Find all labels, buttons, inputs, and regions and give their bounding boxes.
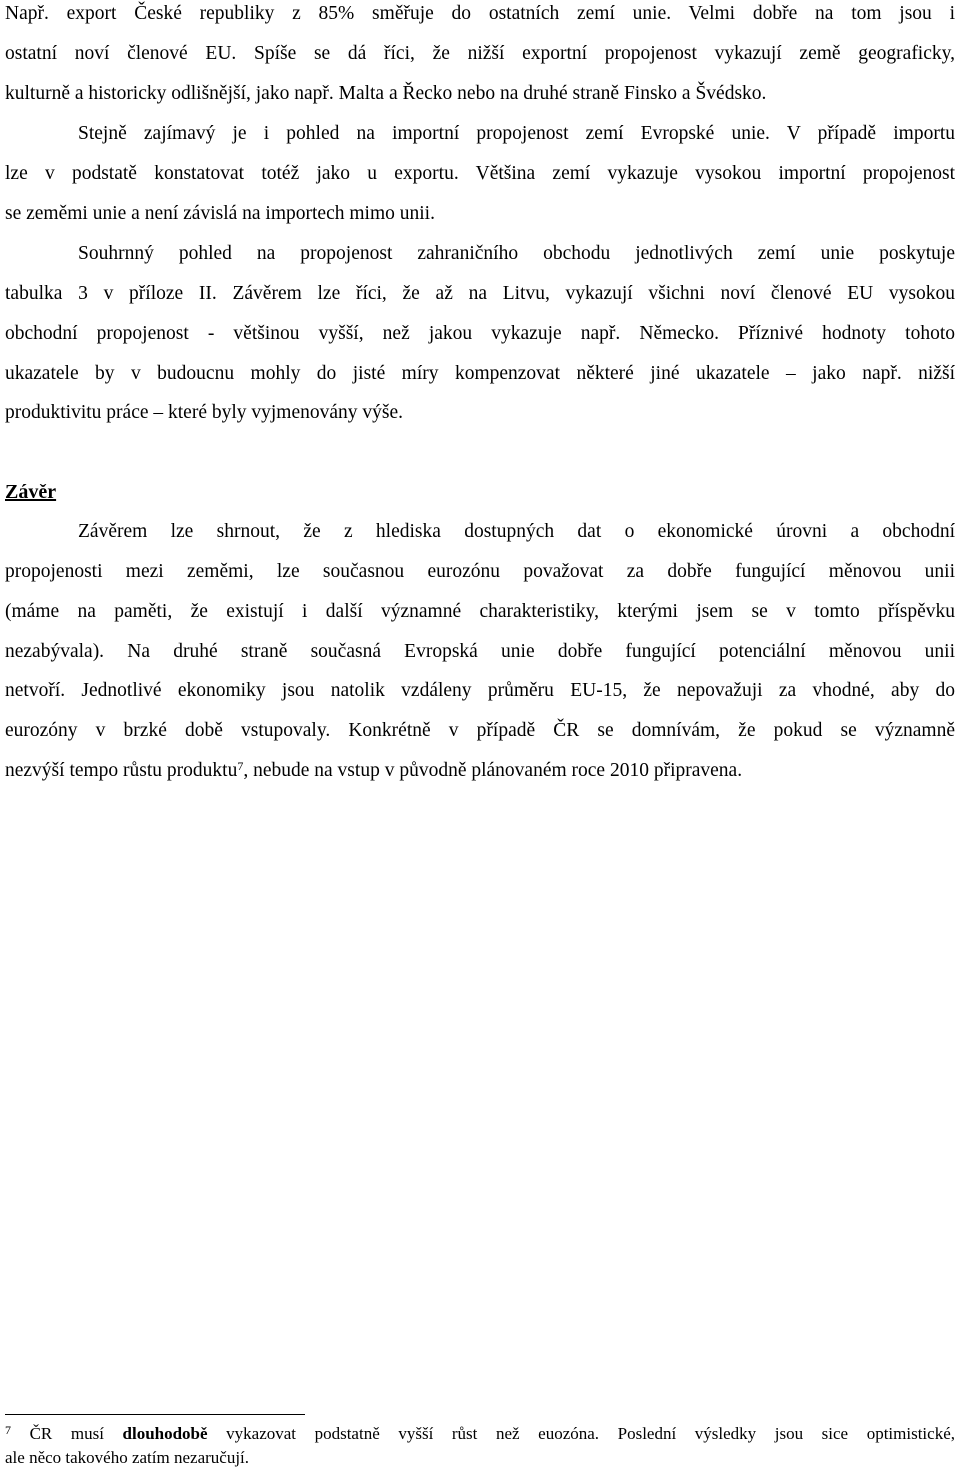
paragraph-2-line-3: se zeměmi unie a není závislá na importech mimo unii. bbox=[5, 203, 435, 224]
paragraph-2-line-2: lze v podstatě konstatovat totéž jako u exportu. Většina zemí vykazuje vysokou importní propojenost bbox=[5, 163, 955, 184]
paragraph-1-line-2: ostatní noví členové EU. Spíše se dá říci, že nižší exportní propojenost vykazují země geograficky, bbox=[5, 43, 955, 64]
footnote-text-start: ČR musí bbox=[11, 1424, 123, 1443]
footnote-number: 7 bbox=[5, 1423, 11, 1437]
footnote-bold-word: dlouhodobě bbox=[122, 1424, 208, 1443]
paragraph-4-line-1: Závěrem lze shrnout, že z hlediska dostupných dat o ekonomické úrovni a obchodní bbox=[78, 521, 955, 542]
paragraph-3-line-2: tabulka 3 v příloze II. Závěrem lze říci, že až na Litvu, vykazují všichni noví členové EU vysokou bbox=[5, 283, 955, 304]
paragraph-2-line-1: Stejně zajímavý je i pohled na importní propojenost zemí Evropské unie. V případě importu bbox=[78, 123, 955, 144]
paragraph-4-line-7-start: nezvýší tempo růstu produktu bbox=[5, 760, 238, 781]
section-heading-zaver: Závěr bbox=[5, 481, 57, 503]
paragraph-4-line-7-end: , nebude na vstup v původně plánovaném roce 2010 připravena. bbox=[243, 760, 743, 781]
paragraph-3-line-5: produktivitu práce – které byly vyjmenovány výše. bbox=[5, 402, 404, 423]
paragraph-3-line-1: Souhrnný pohled na propojenost zahraničního obchodu jednotlivých zemí unie poskytuje bbox=[78, 243, 955, 264]
paragraph-4-line-6: eurozóny v brzké době vstupovaly. Konkrétně v případě ČR se domnívám, že pokud se významně bbox=[5, 720, 955, 741]
paragraph-4-line-4: nezabývala). Na druhé straně současná Evropská unie dobře fungující potenciální měnovou unii bbox=[5, 641, 955, 662]
footnote-text-end: vykazovat podstatně vyšší růst než euozóna. Poslední výsledky jsou sice optimistické, bbox=[207, 1424, 955, 1443]
footnote-reference[interactable]: 7 bbox=[237, 759, 244, 773]
footnote-separator bbox=[5, 1414, 305, 1415]
footnote-line-2: ale něco takového zatím nezaručují. bbox=[5, 1448, 250, 1467]
paragraph-4-line-3: (máme na paměti, že existují i další významné charakteristiky, kterými jsem se v tomto příspěvku bbox=[5, 601, 955, 622]
paragraph-4-line-7 bbox=[5, 759, 955, 783]
paragraph-4-line-2: propojenosti mezi zeměmi, lze současnou eurozónu považovat za dobře fungující měnovou unii bbox=[5, 561, 955, 582]
footnote-line-1 bbox=[5, 1423, 955, 1445]
paragraph-3-line-4: ukazatele by v budoucnu mohly do jisté míry kompenzovat některé jiné ukazatele – jako např. nižší bbox=[5, 363, 955, 384]
paragraph-1-line-3: kulturně a historicky odlišnější, jako např. Malta a Řecko nebo na druhé straně Finsko a Švédsko. bbox=[5, 83, 767, 104]
paragraph-1-line-1: Např. export České republiky z 85% směřuje do ostatních zemí unie. Velmi dobře na tom jsou i bbox=[5, 3, 955, 24]
paragraph-4-line-5: netvoří. Jednotlivé ekonomiky jsou natolik vzdáleny průměru EU-15, že nepovažuji za vhodné, aby do bbox=[5, 680, 955, 701]
paragraph-3-line-3: obchodní propojenost - většinou vyšší, než jakou vykazuje např. Německo. Příznivé hodnoty tohoto bbox=[5, 323, 955, 344]
